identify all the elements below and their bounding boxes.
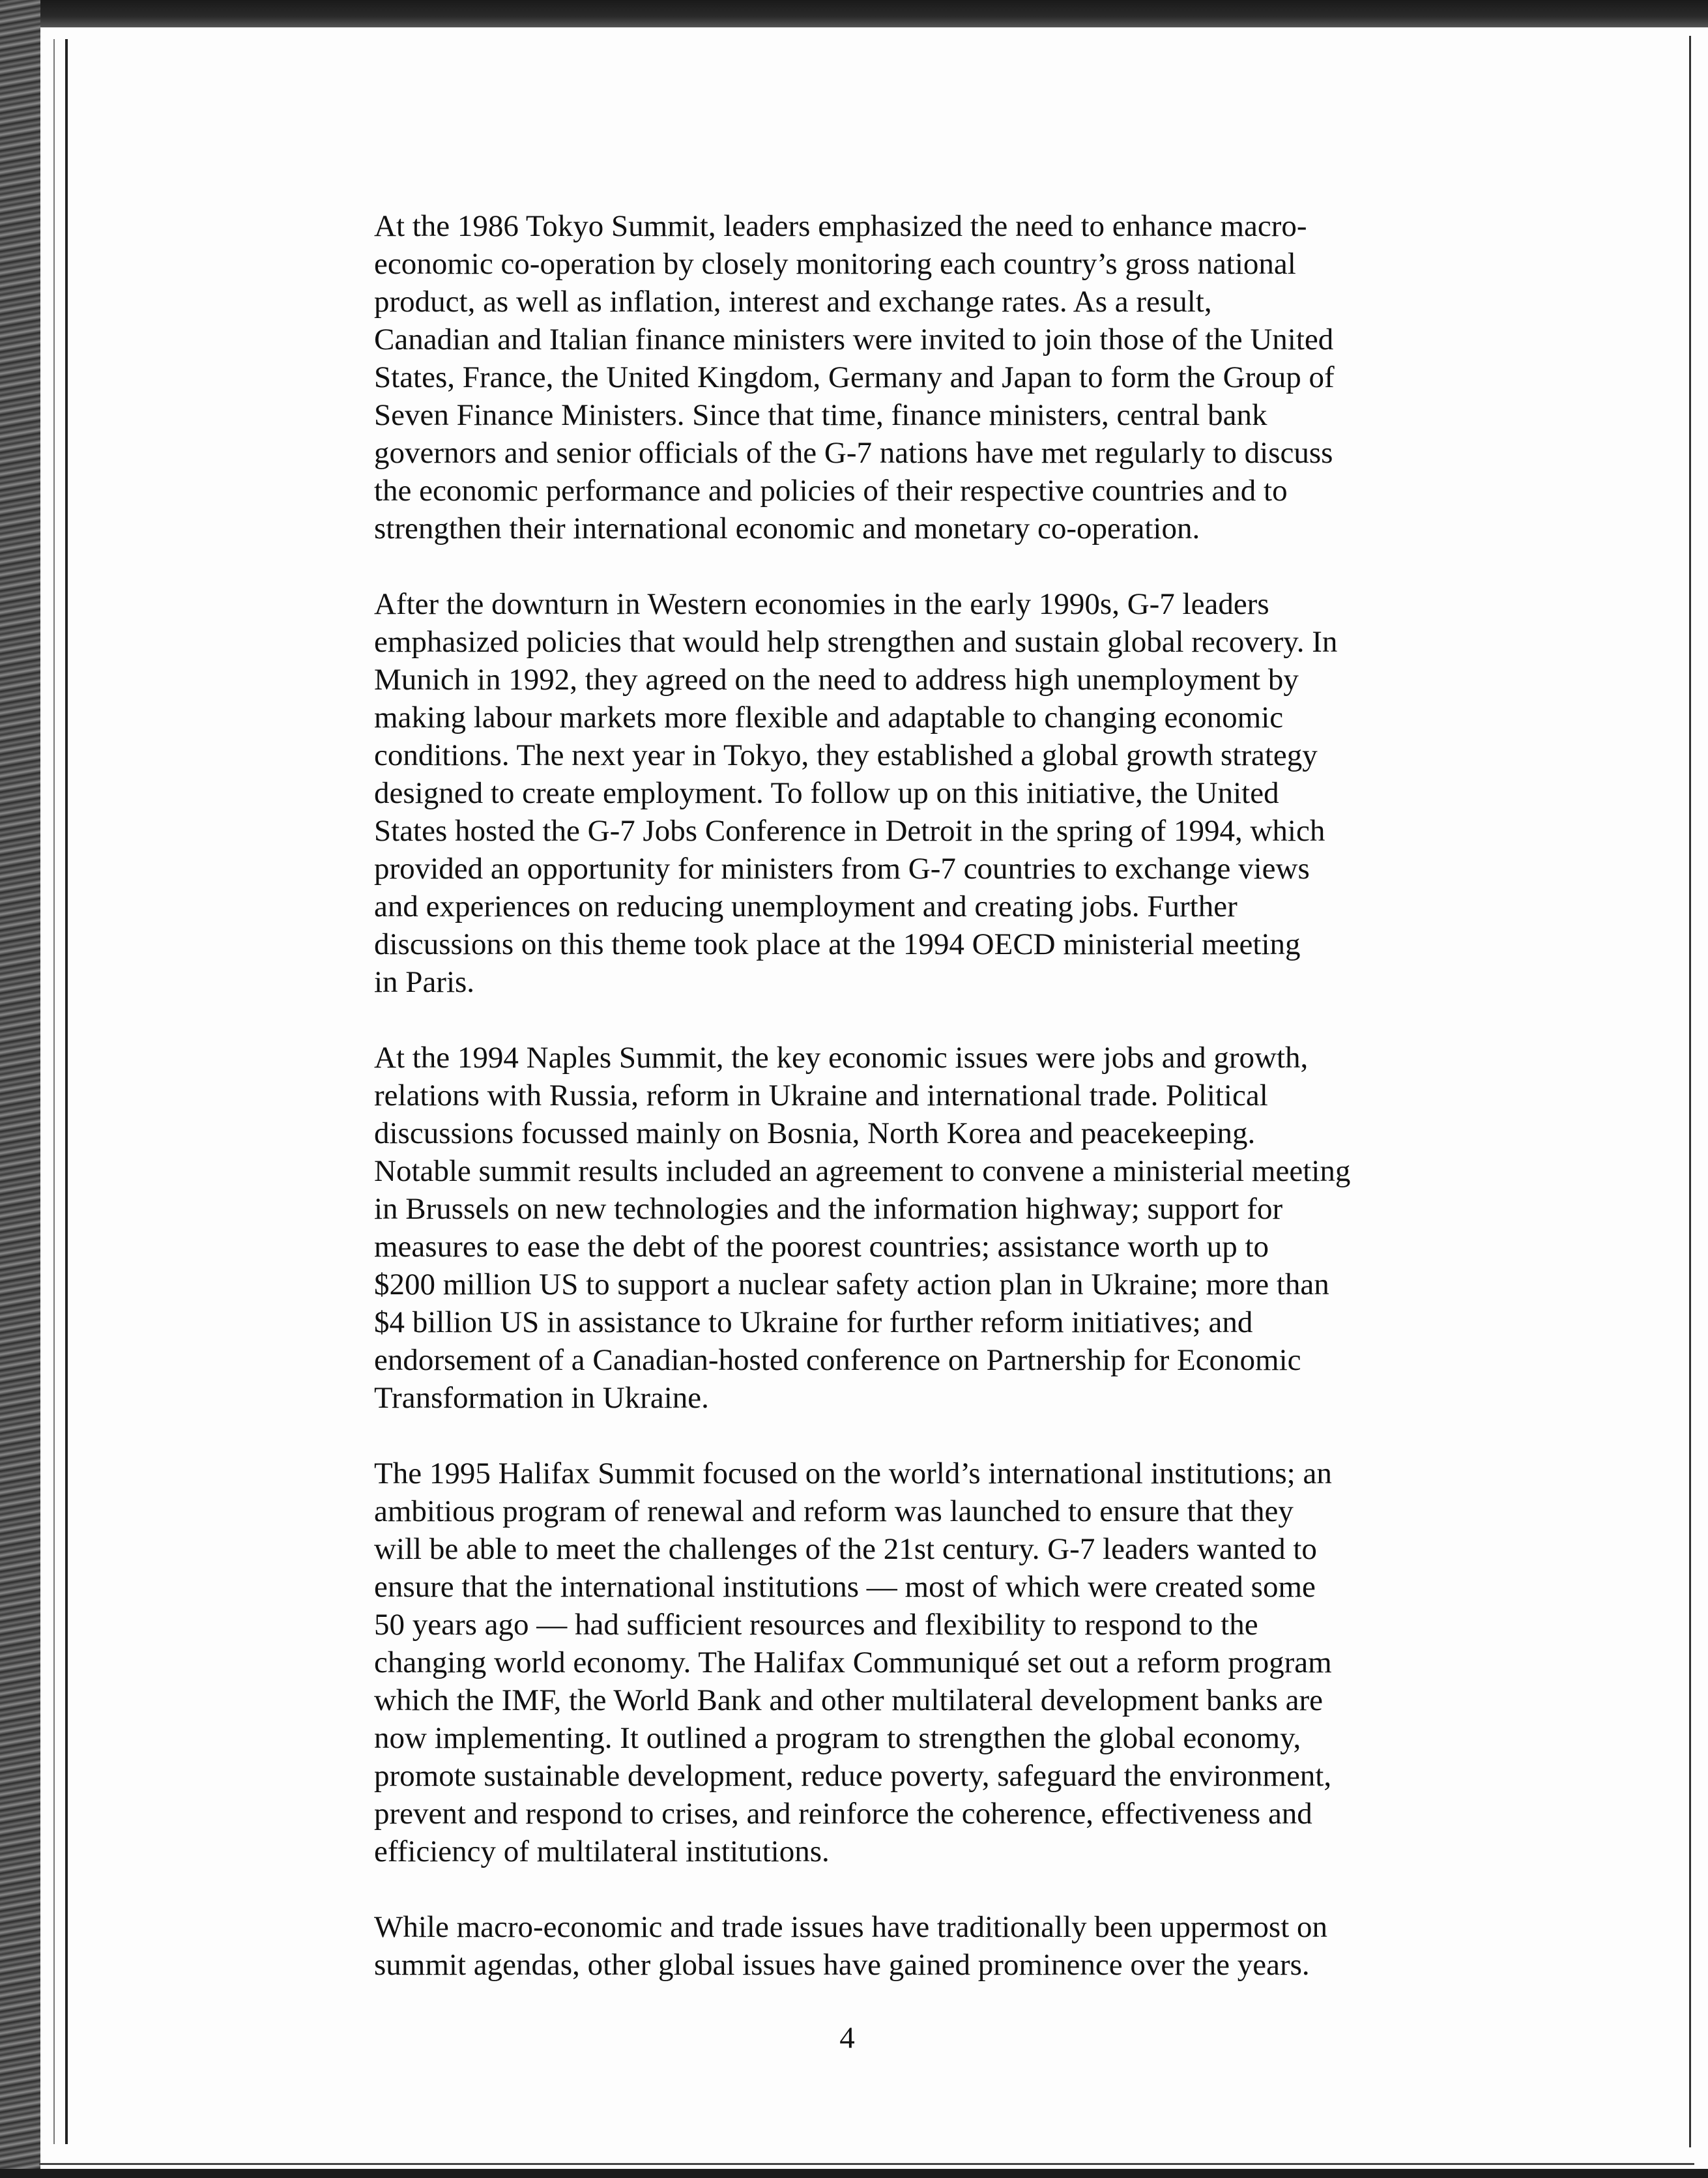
body-text	[374, 207, 1482, 1984]
scan-edge-bottom	[0, 2169, 1708, 2178]
paragraph-naples-summit: At the 1994 Naples Summit, the key economic issues were jobs and growth, relations with Russia, reform in Ukraine and international trade. Political discussions focussed mainly on Bosnia, North Korea and peacekeeping. Notable summit results included an agreement to convene a ministerial meeting in Brussels on new technologies and the information highway; support for measures to ease the debt of the poorest countries; assistance worth up to $200 million US to support a nuclear safety action plan in Ukraine; more than $4 billion US in assistance to Ukraine for further reform initiatives; and endorsement of a Canadian-hosted conference on Partnership for Economic Transformation in Ukraine.	[374, 1041, 1351, 1415]
scan-edge-left	[0, 0, 40, 2178]
scan-margin-line	[65, 39, 68, 2144]
scan-edge-right	[1689, 36, 1691, 2147]
paragraph-halifax-summit: The 1995 Halifax Summit focused on the world’s international institutions; an ambitious program of renewal and reform was launched to ensure that they will be able to meet the challenges of the 21st century. G-7 leaders wanted to ensure that the international institutions — most of which were created some 50 years ago — had sufficient resources and flexibility to respond to the changing world economy. The Halifax Communiqué set out a reform program which the IMF, the World Bank and other multilateral development banks are now implementing. It outlined a program to strengthen the global economy, promote sustainable development, reduce poverty, safeguard the environment, prevent and respond to crises, and reinforce the coherence, effectiveness and efficiency of multilateral institutions.	[374, 1457, 1332, 1868]
scan-margin-line	[39, 2163, 1694, 2165]
paragraph-tokyo-summit: At the 1986 Tokyo Summit, leaders emphasized the need to enhance macro- economic co-operation by closely monitoring each country’s gross national product, as well as inflation, interest and exchange rates. As a result, Canadian and Italian finance ministers were invited to join those of the United States, France, the United Kingdom, Germany and Japan to form the Group of Seven Finance Ministers. Since that time, finance ministers, central bank governors and senior officials of the G-7 nations have met regularly to discuss the economic performance and policies of their respective countries and to strengthen their international economic and monetary co-operation.	[374, 209, 1335, 545]
paragraph-global-issues: While macro-economic and trade issues have traditionally been uppermost on summit agendas, other global issues have gained prominence over the years.	[374, 1910, 1328, 1982]
paragraph-downturn-1990s: After the downturn in Western economies in the early 1990s, G-7 leaders emphasized policies that would help strengthen and sustain global recovery. In Munich in 1992, they agreed on the need to address high unemployment by making labour markets more flexible and adaptable to changing economic conditions. The next year in Tokyo, they established a global growth strategy designed to create employment. To follow up on this initiative, the United States hosted the G-7 Jobs Conference in Detroit in the spring of 1994, which provided an opportunity for ministers from G-7 countries to exchange views and experiences on reducing unemployment and creating jobs. Further discussions on this theme took place at the 1994 OECD ministerial meeting in Paris.	[374, 587, 1338, 999]
page-number: 4	[839, 2021, 855, 2055]
scan-margin-line	[53, 39, 55, 2144]
scan-edge-top	[0, 0, 1708, 27]
